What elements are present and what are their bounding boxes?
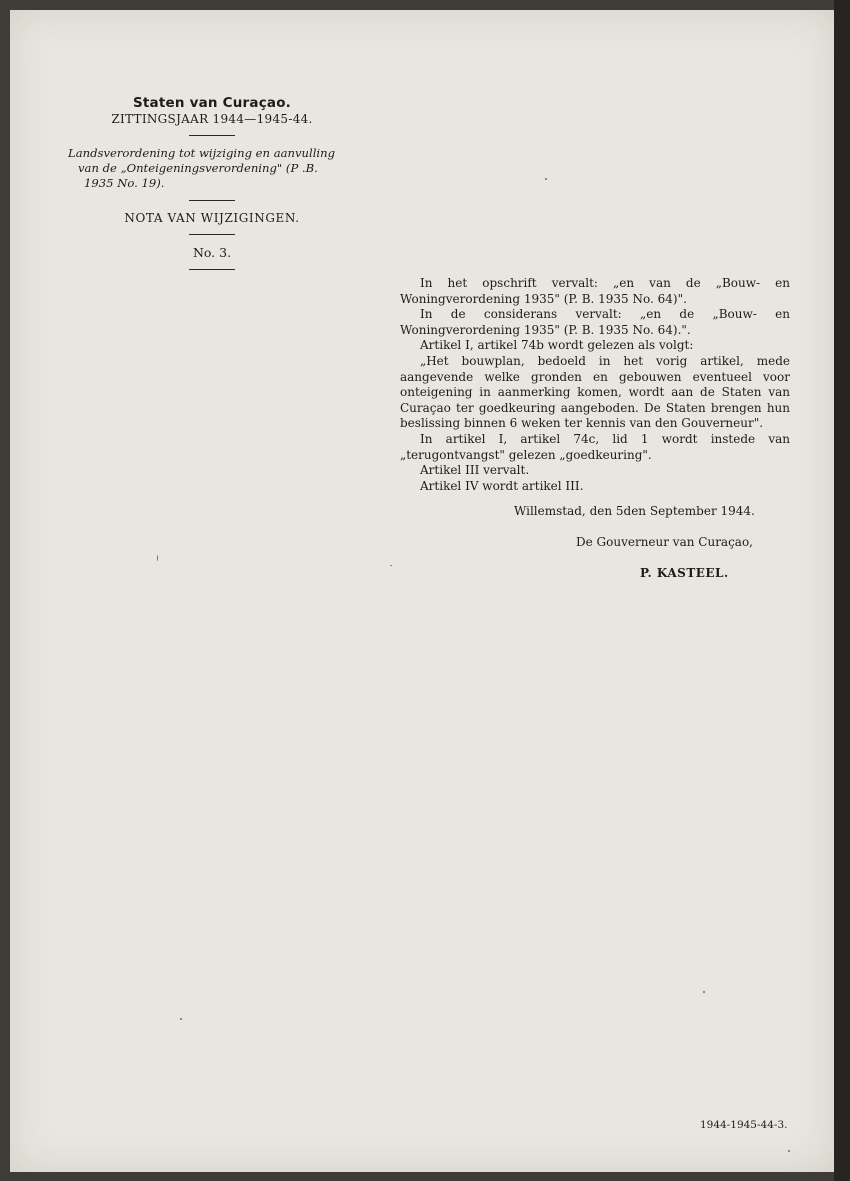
amendment-paragraph: In de considerans vervalt: „en de „Bouw- en Woningverordening 1935" (P. B. 1935 No. 64).". [400,307,790,337]
document-number: No. 3. [192,245,232,260]
divider [189,269,235,270]
amendment-paragraph: In artikel I, artikel 74c, lid 1 wordt instede van „terugontvangst" gelezen „goedkeuring". [400,431,790,462]
amendment-paragraph: „Het bouwplan, bedoeld in het vorig artikel, mede aangevende welke gronden en gebouwen eventueel voor onteigening in aanmerking komen, wordt aan de Staten van Curaçao ter goedkeuring aangeboden. De Staten brengen hun beslissing binnen 6 weken ter kennis van den Gouverneur". [400,353,790,431]
scan-border [834,0,850,1181]
amendment-paragraph: Artikel III vervalt. [420,463,530,478]
paper-speck [390,565,392,566]
signatory-name: P. KASTEEL. [640,566,729,580]
paper-speck [788,1150,790,1152]
amendment-paragraph: Artikel I, artikel 74b wordt gelezen als volgt: [420,338,694,353]
place-date: Willemstad, den 5den September 1944. [514,504,755,518]
subject-line: van de „Onteigeningsverordening" (P .B. [78,161,318,175]
session-line: ZITTINGSJAAR 1944—1945-44. [111,112,313,126]
paper-speck [180,1018,182,1020]
organization-title: Staten van Curaçao. [132,95,292,111]
nota-title: NOTA VAN WIJZIGINGEN. [124,211,300,225]
divider [189,234,235,235]
amendments-body [400,276,790,494]
paper-speck [545,178,547,180]
document-header [60,95,364,280]
paper-speck [703,991,705,993]
document-code: 1944-1945-44-3. [700,1119,788,1131]
divider [189,200,235,201]
subject-line: 1935 No. 19). [84,176,165,190]
paper-speck [157,555,158,561]
amendment-paragraph: Artikel IV wordt artikel III. [420,478,584,493]
governor-title: De Gouverneur van Curaçao, [576,535,753,549]
subject-line: Landsverordening tot wijziging en aanvulling [68,146,336,160]
amendment-paragraph: In het opschrift vervalt: „en van de „Bouw- en Woningverordening 1935" (P. B. 1935 No. 64)". [400,276,790,306]
divider [189,135,235,136]
subject-heading [60,146,364,191]
